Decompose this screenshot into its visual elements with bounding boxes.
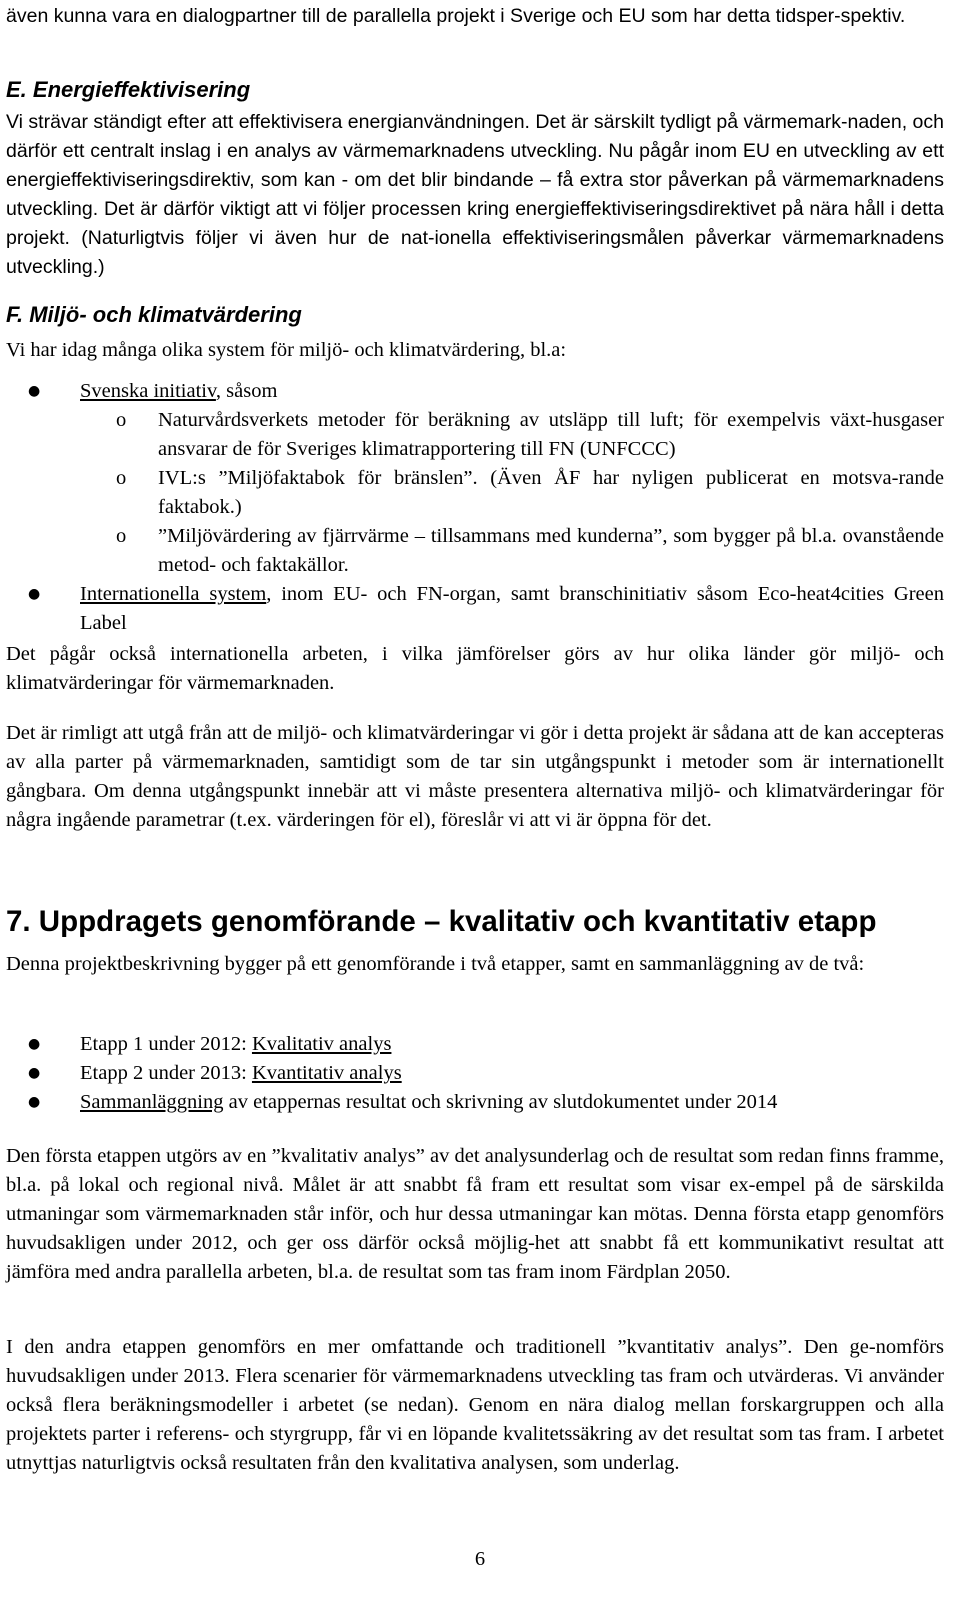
list-item-text: Sammanläggning av etappernas resultat och skrivning av slutdokumentet under 2014 (80, 1091, 778, 1113)
bullet-icon: ● (28, 586, 41, 602)
section-7-heading: 7. Uppdragets genomförande – kvalitativ och kvantitativ etapp (6, 905, 877, 938)
section-f-intro: Vi har idag många olika system för miljö- och klimatvärdering, bl.a: (6, 339, 567, 361)
section-f-paragraph-2: Det är rimligt att utgå från att de miljö- och klimatvärderingar vi gör i detta projekt är sådana att de kan accepteras av alla parter på värmemarknaden, samtidigt som de tar sin utgångspunkt i metoder som är internationellt gångbara. Om denna utgångspunkt innebär att vi måste presentera alternativa miljö- och klimatvärderingar för några ingående parametrar (t.ex. värderingen för el), föreslår vi att vi är öppna för det. (6, 722, 944, 831)
section-7-paragraph-2: I den andra etappen genomförs en mer omfattande och traditionell ”kvantitativ analys”. Den ge-nomförs huvudsakligen under 2013. Flera scenarier för värmemarknadens utveckling tas fram och utvärderas. Vi använder också flera beräkningsmodeller i arbetet (se nedan). Genom en nära dialog mellan forskargruppen och alla projektets parter i referens- och styrgrupp, får vi en löpande kvalitetssäkring av det resultat som tas fram. I arbetet utnyttjas naturligtvis också resultaten från den kvalitativa analysen, som underlag. (6, 1336, 944, 1474)
sub-item-text: Naturvårdsverkets metoder för beräkning av utsläpp till luft; för exempelvis växt-husgaser ansvarar de för Sveriges klimatrapportering till FN (UNFCCC) (158, 409, 944, 460)
section-f-paragraph-1: Det pågår också internationella arbeten, i vilka jämförelser görs av hur olika länder gör miljö- och klimatvärderingar för värmemarknaden. (6, 643, 944, 694)
list-item-text: Svenska initiativ, såsom (80, 380, 278, 402)
kvalitativ-analys-link[interactable]: Kvalitativ analys (251, 1033, 392, 1055)
circle-marker-icon: o (116, 467, 127, 489)
top-fragment: även kunna vara en dialogpartner till de parallella projekt i Sverige och EU som har detta tidsper-spektiv. (6, 5, 906, 27)
list-item-text: Etapp 1 under 2012: Kvalitativ analys (80, 1033, 392, 1055)
bullet-icon: ● (28, 383, 41, 399)
internationella-system-link[interactable]: Internationella system (80, 583, 267, 605)
page-number: 6 (474, 1548, 486, 1570)
section-7-paragraph-1: Den första etappen utgörs av en ”kvalitativ analys” av det analysunderlag och de resultat som redan finns framme, bl.a. på lokal och regional nivå. Målet är att snabbt få fram ett resultat som visar ex-empel på de särskilda utmaningar som värmemarknaden står inför, och hur dessa utmaningar kan mötas. Denna första etapp genomförs huvudsakligen under 2012, och ger oss därför också möjlig-het att snabbt få ett kommunikativt resultat att jämföra med andra parallella arbeten, bl.a. de resultat som tas fram inom Färdplan 2050. (6, 1145, 944, 1283)
sammanlaggning-link[interactable]: Sammanläggning (80, 1091, 224, 1113)
bullet-icon: ● (28, 1036, 41, 1052)
sub-item-text: IVL:s ”Miljöfaktabok för bränslen”. (Även ÅF har nyligen publicerat en motsva-rande faktabok.) (158, 467, 944, 518)
bullet-icon: ● (28, 1094, 41, 1110)
circle-marker-icon: o (116, 525, 127, 547)
section-7-intro: Denna projektbeskrivning bygger på ett genomförande i två etapper, samt en sammanläggning av de två: (6, 953, 865, 975)
list-item-text: Etapp 2 under 2013: Kvantitativ analys (80, 1062, 402, 1084)
kvantitativ-analys-link[interactable]: Kvantitativ analys (251, 1062, 402, 1084)
list-item-text: Internationella system, inom EU- och FN-organ, samt branschinitiativ såsom Eco-heat4cities Green Label (80, 583, 945, 634)
section-e-heading: E. Energieffektivisering (6, 77, 251, 102)
sub-item-text: ”Miljövärdering av fjärrvärme – tillsammans med kunderna”, som bygger på bl.a. ovanstående metod- och faktakällor. (158, 525, 944, 576)
section-e-paragraph: Vi strävar ständigt efter att effektivisera energianvändningen. Det är särskilt tydligt på värmemark-naden, och därför ett centralt inslag i en analys av värmemarknadens utveckling. Nu pågår inom EU en utveckling av ett energieffektiviseringsdirektiv, som kan - om det blir bindande – få extra stor påverkan på värmemarknadens utveckling. Det är därför viktigt att vi följer processen kring energieffektiviseringsdirektivet på nära håll i detta projekt. (Naturligtvis följer vi även hur de nat-ionella effektiviseringsmålen påverkar värmemarknadens utveckling.) (6, 111, 944, 278)
bullet-icon: ● (28, 1065, 41, 1081)
section-f-heading: F. Miljö- och klimatvärdering (6, 302, 302, 327)
svenska-initiativ-link[interactable]: Svenska initiativ (80, 380, 216, 402)
circle-marker-icon: o (116, 409, 127, 431)
